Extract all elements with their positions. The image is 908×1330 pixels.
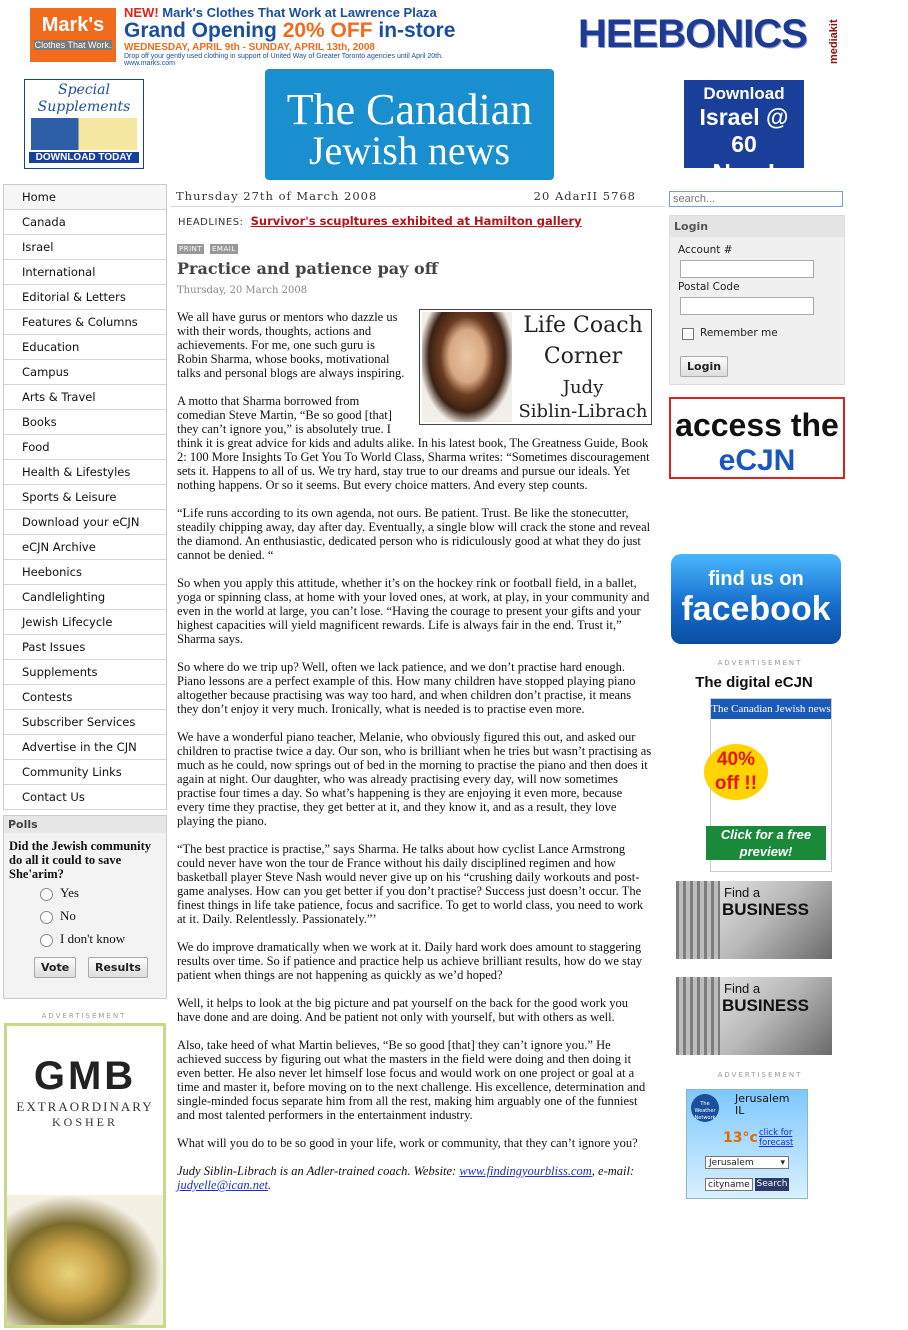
article-date: Thursday, 20 March 2008 <box>177 285 308 296</box>
author-signature: Judy Siblin-Librach is an Adler-trained coach. Website: www.findingyourbliss.com, e-mail: judyelle@ican.net. <box>177 1164 635 1192</box>
poll-box <box>3 815 167 999</box>
hebrew-date: 20 AdarII 5768 <box>533 189 636 203</box>
article-paragraph: “Life runs according to its own agenda, not ours. Be patient. Trust. Be like the stonecutter, steadily chipping away, day after day. Eventually, a single blow will crack the stone and reveal the diamond. An enthusiastic, dedicated person who is ridiculously good at what they do just cannot be denied. “ <box>177 506 651 562</box>
free-preview-cta: Click for a free preview! <box>706 826 826 860</box>
nav-item-contests[interactable]: Contests <box>4 685 166 710</box>
forecast-link[interactable]: click for forecast <box>759 1128 794 1148</box>
vote-button[interactable]: Vote <box>34 957 76 978</box>
gmb-kosher-ad[interactable]: GMB EXTRAORDINARY KOSHER <box>4 1023 166 1328</box>
radio-button[interactable] <box>40 888 53 901</box>
nav-item-arts-travel[interactable]: Arts & Travel <box>4 385 166 410</box>
marks-banner-ad[interactable] <box>30 5 488 67</box>
heebonics-ad[interactable]: HEEBONICS <box>578 12 807 56</box>
supplements-thumbnails <box>31 118 137 150</box>
search-input[interactable] <box>669 191 843 207</box>
poll-option-no[interactable]: No <box>40 908 166 931</box>
article-paragraph: What will you do to be so good in your life, work or community, that they can’t ignore you? <box>177 1136 638 1150</box>
nav-item-contact-us[interactable]: Contact Us <box>4 785 166 810</box>
article-paragraph: A motto that Sharma borrowed from comedian Steve Martin, “Be so good [that] they can’t ignore you,” is absolutely true. I think it is great advice for kids and adults alike. In his latest book, The Greatness Guide, Book 2: 100 More Insights To Get You To World Class, Sharma writes: “Sometimes discouragement sets it. Happens to all of us. We try hard, stay true to our dreams and pursue our ideals. Yet nothing happens. Or so it seems. But every choice matters. And every step counts. <box>177 394 650 492</box>
marks-ad-text: NEW! Mark's Clothes That Work at Lawrence Plaza Grand Opening 20% OFF in-store WEDNESDAY, APRIL 9th - SUNDAY, APRIL 13th, 2008 Drop off your gently used clothing in support of United Way of Greater Toronto agencies until April 20th. www.marks.com <box>124 5 456 67</box>
nav-item-past-issues[interactable]: Past Issues <box>4 635 166 660</box>
poll-option-dont-know[interactable]: I don't know <box>40 931 166 954</box>
nav-item-subscriber-services[interactable]: Subscriber Services <box>4 710 166 735</box>
nav-item-community-links[interactable]: Community Links <box>4 760 166 785</box>
nav-item-features[interactable]: Features & Columns <box>4 310 166 335</box>
nav-item-israel[interactable]: Israel <box>4 235 166 260</box>
nav-item-home[interactable]: Home <box>4 185 166 210</box>
login-button[interactable]: Login <box>680 356 728 377</box>
account-label: Account # <box>678 244 733 256</box>
weather-search-button[interactable]: Search <box>756 1179 788 1189</box>
headlines-ticker: HEADLINES: Survivor's scupltures exhibited at Hamilton gallery <box>178 214 582 228</box>
access-ecjn-ad[interactable]: access the eCJN <box>669 397 845 479</box>
article-paragraph: So where do we trip up? Well, often we lack patience, and we don’t practise hard enough. Piano lessons are a perfect example of this. How many children have stopped playing piano altogether because practising was way too hard, and when children don’t practise, it means they don’t enjoy it very much. Ironically, what is needed is to practise even more. <box>177 660 636 716</box>
article-paragraph: Well, it helps to look at the big picture and pat yourself on the back for the good work you have done and are doing. And be patient not only with yourself, but with others as well. <box>177 996 628 1024</box>
facebook-ad[interactable]: find us on facebook <box>671 554 841 644</box>
radio-button[interactable] <box>40 911 53 924</box>
find-a-business-ad[interactable]: Find a BUSINESS <box>676 881 832 959</box>
article-title: Practice and patience pay off <box>177 259 438 278</box>
building-image <box>676 881 720 959</box>
postal-code-label: Postal Code <box>678 281 740 293</box>
newspaper-thumbnail: The Canadian Jewish news <box>710 698 832 872</box>
nav-item-heebonics[interactable]: Heebonics <box>4 560 166 585</box>
nav-item-sports[interactable]: Sports & Leisure <box>4 485 166 510</box>
article-paragraph: “The best practice is practise,” says Sharma. He talks about how cyclist Lance Armstrong could never have won the tour de France without his daily disciplined regimen and how basketball player Steve Nash would never give up on his “crushing daily workouts and post-game analyses. How can you get better if you don’t practise? Success just doesn’t occur. The finest things in life take patience, focus and sacrifice. To get to world class, you need to work at it. Daily. Relentlessly. Passionately.”’ <box>177 842 644 926</box>
results-button[interactable]: Results <box>88 957 148 978</box>
article-paragraph: So when you apply this attitude, whether it’s on the hockey rink or football field, in a ballet, yoga or spinning class, at home with your loved ones, at work, at play, in your community and even in the world at large, you can’t lose. “Having the courage to present your gifts and your highest capacities will yield magnificent rewards. Life is always fair in the end. Trust it,” Sharma says. <box>177 576 650 646</box>
advertisement-label: ADVERTISEMENT <box>717 1071 803 1079</box>
nav-item-education[interactable]: Education <box>4 335 166 360</box>
marks-logo: Mark's Clothes That Work. <box>30 8 116 62</box>
nav-item-canada[interactable]: Canada <box>4 210 166 235</box>
weather-temperature: 13°c <box>723 1130 758 1146</box>
nav-item-advertise[interactable]: Advertise in the CJN <box>4 735 166 760</box>
city-select[interactable]: Jerusalem ▾ <box>705 1156 789 1169</box>
special-supplements-ad[interactable]: Special Supplements DOWNLOAD TODAY <box>24 79 144 169</box>
cityname-input[interactable]: cityname <box>705 1178 753 1191</box>
login-heading: Login <box>670 216 844 237</box>
article-paragraph: We do improve dramatically when we work at it. Daily hard work does amount to staggering results over time. So if patience and practice help us achieve brilliant results, how do we stay patient when things are not happening as quickly as we’d hoped? <box>177 940 643 982</box>
article-body <box>177 310 652 1206</box>
article-paragraph: We have a wonderful piano teacher, Melanie, who obviously figured this out, and asked our children to practise twice a day. Our son, who is brilliant when he tries but wasn’t practising as much as he could, now springs out of bed in the morning to practise the piano and then does it again at night. Our daughter, who was already practising every day, will now sometimes practise four times a day. So what’s happening is they are enjoying it even more, because every time they practise, they get better at it, and they know it, and as a result, they love playing the piano. <box>177 730 652 828</box>
gregorian-date: Thursday 27th of March 2008 <box>176 189 378 203</box>
israel-at-60-ad[interactable]: Download Israel @ 60 Now! <box>684 80 804 168</box>
postal-code-input[interactable] <box>680 297 814 315</box>
site-logo[interactable]: The Canadian Jewish news <box>265 69 554 180</box>
poll-question: Did the Jewish community do all it could to save She'arim? <box>9 839 152 881</box>
dateline-bar <box>170 184 666 207</box>
nav-item-supplements[interactable]: Supplements <box>4 660 166 685</box>
nav-item-candlelighting[interactable]: Candlelighting <box>4 585 166 610</box>
nav-item-health[interactable]: Health & Lifestyles <box>4 460 166 485</box>
nav-item-books[interactable]: Books <box>4 410 166 435</box>
nav-item-download-ecjn[interactable]: Download your eCJN <box>4 510 166 535</box>
discount-badge: 40% off !! <box>704 744 768 800</box>
radio-button[interactable] <box>40 934 53 947</box>
mediakit-link[interactable]: mediakit <box>828 19 840 64</box>
nav-item-international[interactable]: International <box>4 260 166 285</box>
article-paragraph: We all have gurus or mentors who dazzle us with their words, thoughts, actions and achievements. For me, one such guru is Robin Sharma, whose books, motivational talks and personal blogs are always inspiring. <box>177 310 405 380</box>
author-photo <box>422 312 512 422</box>
digital-ecjn-ad[interactable]: The digital eCJN The Canadian Jewish news 40% off !! Click for a free preview! <box>676 674 832 874</box>
weather-widget <box>686 1089 808 1199</box>
life-coach-corner-image: Life Coach Corner Judy Siblin-Librach <box>419 309 652 425</box>
headline-link[interactable]: Survivor's scupltures exhibited at Hamilton gallery <box>250 214 582 228</box>
weather-network-logo: The Weather Network <box>691 1094 719 1122</box>
building-image <box>676 977 720 1055</box>
nav-item-ecjn-archive[interactable]: eCJN Archive <box>4 535 166 560</box>
article-paragraph: Also, take heed of what Martin believes, “Be so good [that] they can’t ignore you.” He achieved success by figuring out what the masters in the field were doing and then doing it even better. He also never let himself lose focus and would work on one project or goal at a time and master it, before moving on to the next challenge. His excellence, determination and single-minded focus separate him from all the rest, making him arguably one of the funniest and most talented performers in the entertainment industry. <box>177 1038 646 1122</box>
weather-city: Jerusalem IL <box>735 1092 790 1117</box>
email-button[interactable]: EMAIL <box>212 245 236 253</box>
advertisement-label: ADVERTISEMENT <box>41 1012 127 1020</box>
print-button[interactable]: PRINT <box>179 245 203 253</box>
remember-me-checkbox[interactable] <box>682 328 694 340</box>
poll-option-yes[interactable]: Yes <box>40 885 166 908</box>
nav-item-food[interactable]: Food <box>4 435 166 460</box>
nav-item-campus[interactable]: Campus <box>4 360 166 385</box>
nav-item-editorial[interactable]: Editorial & Letters <box>4 285 166 310</box>
main-navigation <box>3 184 167 810</box>
login-box <box>669 215 845 385</box>
remember-me-label: Remember me <box>700 327 778 339</box>
chevron-down-icon: ▾ <box>780 1158 785 1168</box>
advertisement-label: ADVERTISEMENT <box>717 659 803 667</box>
nav-item-lifecycle[interactable]: Jewish Lifecycle <box>4 610 166 635</box>
email-link[interactable]: judyelle@ican.net <box>177 1178 268 1192</box>
website-link[interactable]: www.findingyourbliss.com <box>459 1164 592 1178</box>
find-a-business-ad[interactable]: Find a BUSINESS <box>676 977 832 1055</box>
account-number-input[interactable] <box>680 260 814 278</box>
poll-heading: Polls <box>4 816 166 833</box>
food-image <box>7 1195 163 1325</box>
